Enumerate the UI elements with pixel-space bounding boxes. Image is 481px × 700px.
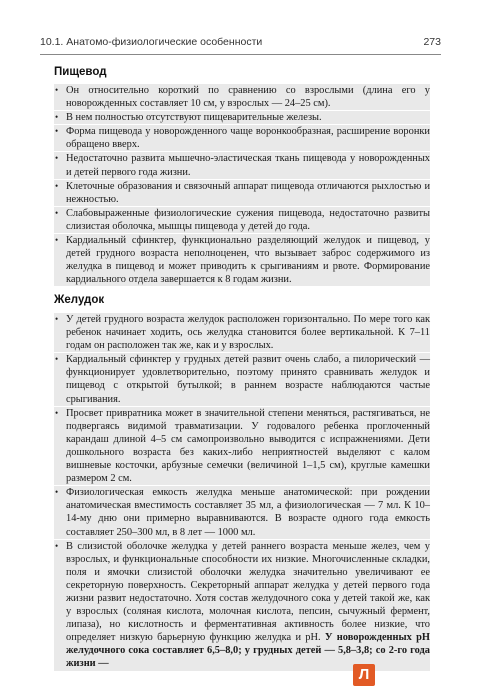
list-item: • Физиологическая емкость желудка меньше анатомической: при рождении анатомическая вместимость составляет 35 мл, а физиологическая — 7 мл. К 10–14-му дню они примерно выравниваются. В возрасте одного года емкость составляет 250–300 мл, в 8 лет — 1000 мл. — [54, 486, 430, 539]
list-item: • У детей грудного возраста желудок расположен горизонтально. По мере того как ребенок начинает ходить, ось желудка становится более вертикальной. К 7–11 годам он расположен так же, как и у взрослых. — [54, 313, 430, 353]
bullet-icon: • — [55, 112, 59, 123]
list-item: • Просвет привратника может в значительной степени меняться, растягиваться, не подвергаясь видимой травматизации. У годовалого ребенка проглоченный карандаш длиной 4–5 см самопроизвольно выводится с испражнениями. Дети дошкольного возраста без каких-либо неприятностей выделяют с калом вишневые косточки, арбузные семечки (величиной 1–1,5 см), круглые камешки размером 2 см. — [54, 407, 430, 487]
list-item: • Кардиальный сфинктер, функционально разделяющий желудок и пищевод, у детей грудного возраста неполноценен, что вызывает заброс содержимого из желудка в пищевод и может приводить к срыгиваниям и рвоте. Формирование кардиального отдела завершается к 8 годам жизни. — [54, 234, 430, 287]
bold-ph-values: У новорожденных рН желудочного сока составляет 6,5–8,0; у грудных детей — 5,8–3,8; со 2-го года жизни — — [66, 632, 430, 670]
list-item: • Он относительно короткий по сравнению со взрослыми (длина его у новорожденных составляет 10 см, у взрослых — 24–25 см). — [54, 84, 430, 111]
stomach-bullet-box — [54, 313, 430, 671]
list-item: • Форма пищевода у новорожденного чаще воронкообразная, расширение воронки обращено вверх. — [54, 125, 430, 152]
bullet-icon: • — [55, 540, 59, 551]
list-item: • Слабовыраженные физиологические сужения пищевода, недостаточно развиты слизистая оболочка, мышцы пищевода у детей до года. — [54, 207, 430, 234]
list-item: • В слизистой оболочке желудка у детей раннего возраста меньше желез, чем у взрослых, и функциональные способности их низкие. Многочисленные складки, поля и ямочки слизистой оболочки желудка значительно увеличивают ее секреторную поверхность. Секреторный аппарат желудка у детей первого года жизни развит недостаточно. Хотя состав желудочного сока у детей такой же, как у взрослых (соляная кислота, молочная кислота, пепсин, сычужный фермент, липаза), но кислотность и ферментативная активность более низкие, что определяет низкую барьерную функцию желудка и рН. У новорожденных рН желудочного сока составляет 6,5–8,0; у грудных детей — 5,8–3,8; со 2-го года жизни — — [55, 540, 430, 670]
publisher-logo: Л — [353, 664, 375, 686]
section-heading-esophagus: Пищевод — [54, 66, 107, 78]
bullet-icon: • — [55, 235, 59, 246]
bullet-icon: • — [55, 126, 59, 137]
list-item: • Клеточные образования и связочный аппарат пищевода отличаются рыхлостью и нежностью. — [54, 180, 430, 207]
bullet-icon: • — [55, 314, 59, 324]
bullet-icon: • — [55, 153, 59, 164]
bullet-icon: • — [55, 487, 59, 498]
list-item: • Кардиальный сфинктер у грудных детей развит очень слабо, а пилорический — функционирует удовлетворительно, поэтому принято сравнивать желудок и пищевод с открытой бутылкой; в раннем возрасте наблюдаются частые срыгивания. — [54, 353, 430, 406]
esophagus-bullet-box — [54, 84, 430, 287]
bullet-icon: • — [55, 180, 59, 191]
list-item: • В нем полностью отсутствуют пищеварительные железы. — [54, 111, 430, 125]
list-item: • Недостаточно развита мышечно-эластическая ткань пищевода у новорожденных и детей первого года жизни. — [54, 152, 430, 179]
running-head — [40, 36, 441, 52]
bullet-icon: • — [55, 207, 59, 218]
bullet-icon: • — [55, 407, 59, 418]
chapter-title: 10.1. Анатомо-физиологические особенности — [40, 36, 263, 48]
page-number: 273 — [423, 36, 441, 48]
section-heading-stomach: Желудок — [54, 294, 105, 306]
header-rule — [40, 54, 441, 55]
bullet-icon: • — [55, 354, 59, 365]
bullet-icon: • — [55, 85, 59, 95]
